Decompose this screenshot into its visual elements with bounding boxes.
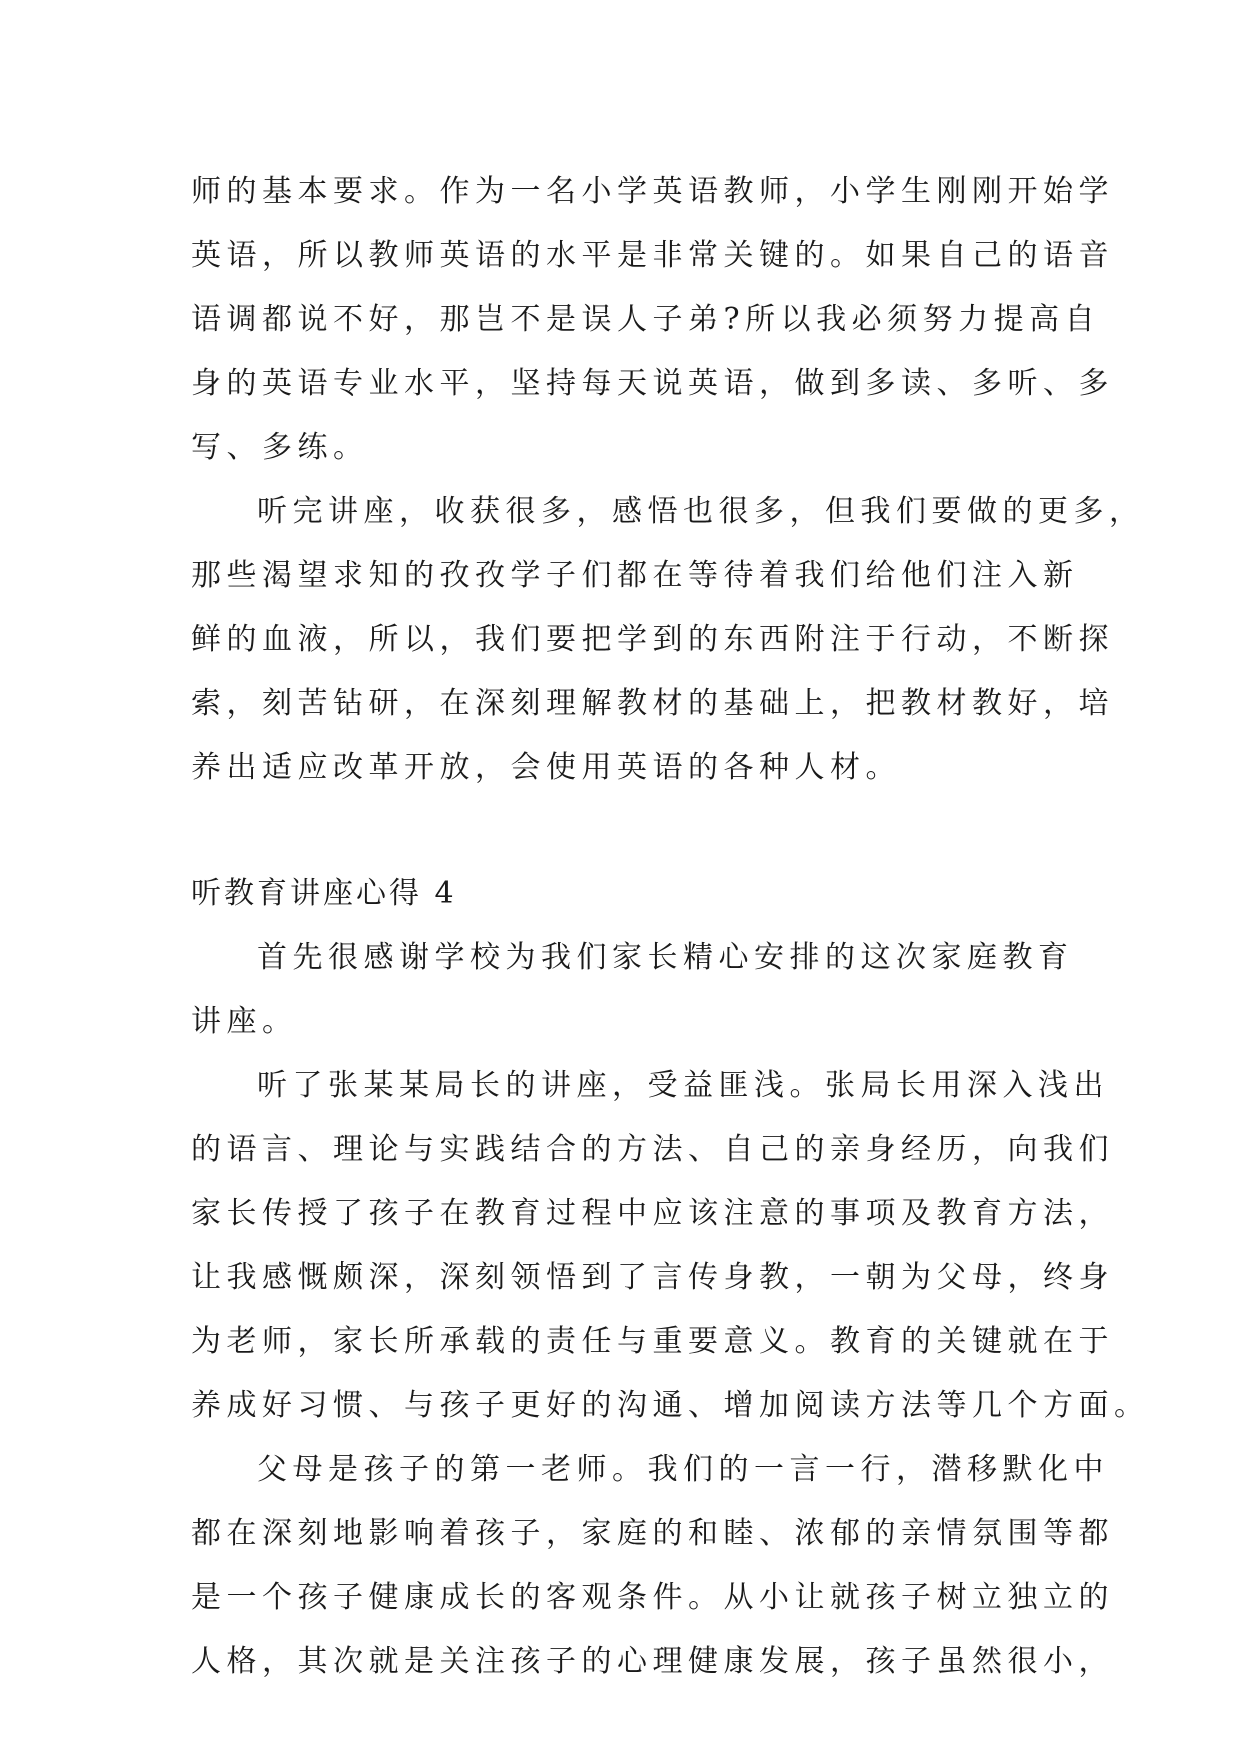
text-line: 是一个孩子健康成长的客观条件。从小让就孩子树立独立的 [191,1580,1114,1615]
text-line: 的语言、理论与实践结合的方法、自己的亲身经历，向我们 [191,1132,1114,1167]
text-line: 语调都说不好，那岂不是误人子弟?所以我必须努力提高自 [191,302,1101,337]
text-line: 都在深刻地影响着孩子，家庭的和睦、浓郁的亲情氛围等都 [191,1516,1114,1551]
text-line: 那些渴望求知的孜孜学子们都在等待着我们给他们注入新 [191,558,1079,593]
text-line: 养成好习惯、与孩子更好的沟通、增加阅读方法等几个方面。 [191,1388,1150,1423]
document-body [191,160,1150,1694]
text-line: 首先很感谢学校为我们家长精心安排的这次家庭教育 [257,940,1074,975]
text-line: 师的基本要求。作为一名小学英语教师，小学生刚刚开始学 [191,174,1114,209]
text-line: 身的英语专业水平，坚持每天说英语，做到多读、多听、多 [191,366,1114,401]
section-title: 听教育讲座心得 4 [191,876,457,911]
text-line: 人格，其次就是关注孩子的心理健康发展，孩子虽然很小， [191,1644,1114,1679]
continued-paragraph [191,160,1114,480]
text-line: 听完讲座，收获很多，感悟也很多，但我们要做的更多， [257,494,1145,529]
text-line: 讲座。 [191,1004,298,1039]
text-line: 鲜的血液，所以，我们要把学到的东西附注于行动，不断探 [191,622,1114,657]
paragraph-3 [191,1438,1114,1694]
section-gap [191,800,1051,862]
paragraph-2 [191,1054,1150,1438]
text-line: 让我感慨颇深，深刻领悟到了言传身教，一朝为父母，终身 [191,1260,1114,1295]
text-line: 索，刻苦钻研，在深刻理解教材的基础上，把教材教好，培 [191,686,1114,721]
text-line: 听了张某某局长的讲座，受益匪浅。张局长用深入浅出 [257,1068,1109,1103]
text-line: 英语，所以教师英语的水平是非常关键的。如果自己的语音 [191,238,1114,273]
text-line: 养出适应改革开放，会使用英语的各种人材。 [191,750,901,785]
text-line: 家长传授了孩子在教育过程中应该注意的事项及教育方法， [191,1196,1114,1231]
closing-paragraph [191,480,1145,800]
text-line: 父母是孩子的第一老师。我们的一言一行，潜移默化中 [257,1452,1109,1487]
text-line: 写、多练。 [191,430,369,465]
paragraph-1 [191,926,1074,1054]
text-line: 为老师，家长所承载的责任与重要意义。教育的关键就在于 [191,1324,1114,1359]
